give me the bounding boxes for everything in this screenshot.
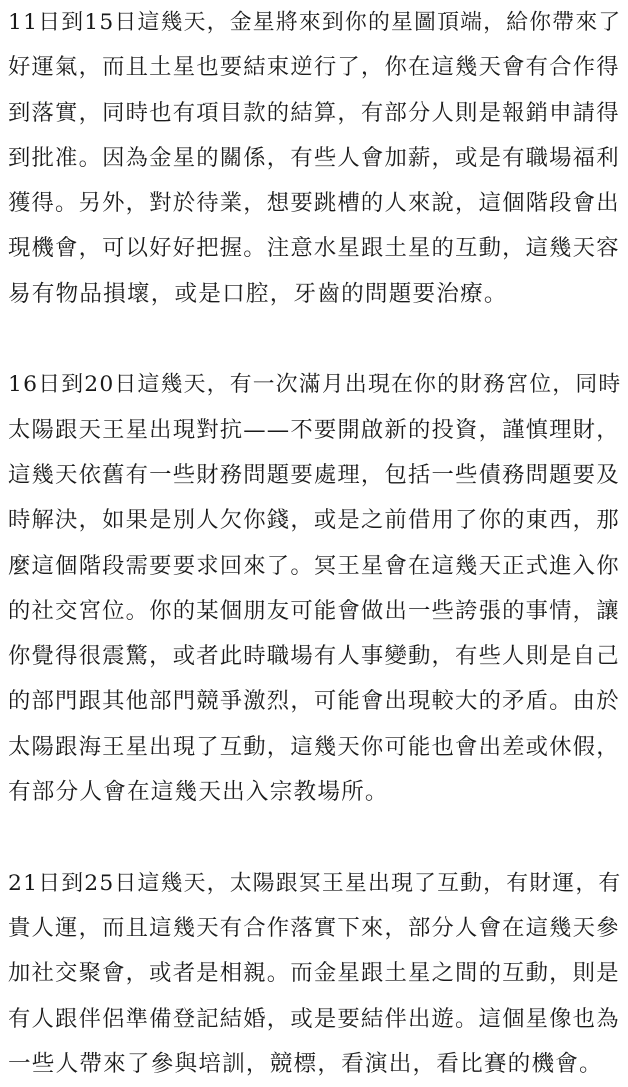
text-line: 的部門跟其他部門競爭激烈，可能會出現較大的矛盾。由於 <box>8 688 620 715</box>
paragraph-days-16-20 <box>8 362 620 815</box>
text-line: 易有物品損壞，或是口腔，牙齒的問題要治療。 <box>8 280 508 307</box>
text-line: 麼這個階段需要要求回來了。冥王星會在這幾天正式進入你 <box>8 552 620 579</box>
article-body <box>8 0 620 1087</box>
text-line: 16日到20日這幾天，有一次滿月出現在你的財務宮位，同時 <box>8 372 622 398</box>
text-line: 太陽跟海王星出現了互動，這幾天你可能也會出差或休假， <box>8 733 620 760</box>
text-line: 太陽跟天王星出現對抗——不要開啟新的投資，謹慎理財， <box>8 416 620 443</box>
text-line: 有人跟伴侶準備登記結婚，或是要結伴出遊。這個星像也為 <box>8 1005 620 1032</box>
text-line: 現機會，可以好好把握。注意水星跟土星的互動，這幾天容 <box>8 235 620 262</box>
text-line: 21日到25日這幾天，太陽跟冥王星出現了互動，有財運，有 <box>8 870 622 896</box>
text-line: 好運氣，而且土星也要結束逆行了，你在這幾天會有合作得 <box>8 54 620 81</box>
text-line: 一些人帶來了參與培訓，競標，看演出，看比賽的機會。 <box>8 1050 603 1077</box>
text-line: 到批准。因為金星的關係，有些人會加薪，或是有職場福利 <box>8 144 620 171</box>
paragraph-days-21-25 <box>8 861 620 1087</box>
text-line: 時解決，如果是別人欠你錢，或是之前借用了你的東西，那 <box>8 507 620 534</box>
text-line: 獲得。另外，對於待業，想要跳槽的人來說，這個階段會出 <box>8 190 620 217</box>
paragraph-days-11-15 <box>8 0 620 317</box>
text-line: 有部分人會在這幾天出入宗教場所。 <box>8 779 389 806</box>
text-line: 11日到15日這幾天，金星將來到你的星圖頂端，給你帶來了 <box>8 10 622 35</box>
text-line: 這幾天依舊有一些財務問題要處理，包括一些債務問題要及 <box>8 461 620 488</box>
text-line: 加社交聚會，或者是相親。而金星跟土星之間的互動，則是 <box>8 960 620 987</box>
text-line: 貴人運，而且這幾天有合作落實下來，部分人會在這幾天參 <box>8 914 620 941</box>
text-line: 的社交宮位。你的某個朋友可能會做出一些誇張的事情，讓 <box>8 597 620 624</box>
text-line: 到落實，同時也有項目款的結算，有部分人則是報銷申請得 <box>8 99 620 126</box>
text-line: 你覺得很震驚，或者此時職場有人事變動，有些人則是自己 <box>8 643 620 670</box>
